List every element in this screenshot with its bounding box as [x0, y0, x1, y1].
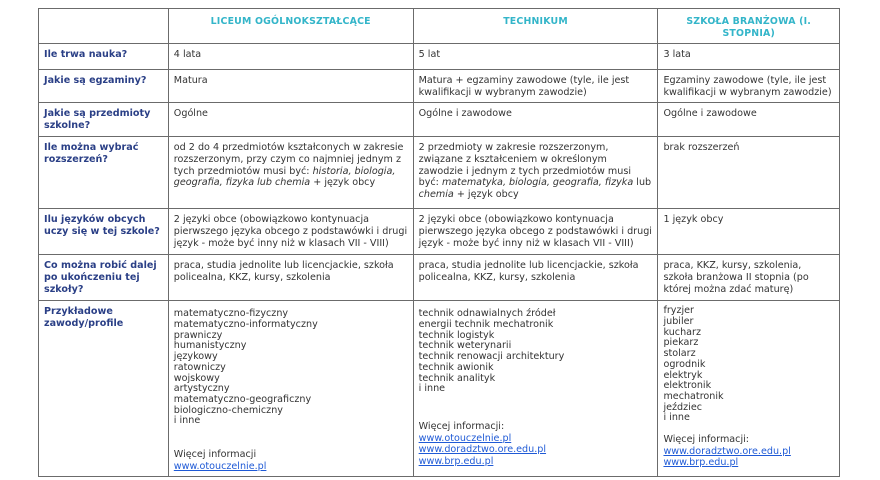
link-doradztwo[interactable]: www.doradztwo.ore.edu.pl	[663, 445, 791, 457]
header-technikum: TECHNIKUM	[413, 9, 658, 44]
cell-branzowa-next: praca, KKZ, kursy, szkolenia, szkoła branżowa II stopnia (po której można zdać maturę)	[658, 255, 840, 301]
list-item: wojskowy	[173, 372, 220, 384]
list-item: elektryk	[663, 369, 703, 381]
list-item: i inne	[663, 412, 690, 424]
list-item: jubiler	[663, 316, 694, 328]
table-row	[39, 44, 840, 70]
link-otouczelnie[interactable]: www.otouczelnie.pl	[173, 460, 267, 472]
list-item: matematyczno-geograficzny	[173, 394, 312, 405]
cell-technikum-professions	[413, 301, 658, 477]
table-row	[39, 137, 840, 209]
header-empty	[39, 9, 169, 44]
liceum-profile-list	[174, 309, 408, 427]
cell-branzowa-languages: 1 język obcy	[658, 209, 840, 255]
cell-liceum-extensions	[168, 137, 413, 209]
list-item: i inne	[173, 415, 201, 427]
list-item: matematyczno-fizyczny	[173, 308, 289, 320]
cell-branzowa-professions	[658, 301, 840, 477]
list-item: fryzjer	[663, 305, 695, 317]
cell-technikum-subjects: Ogólne i zawodowe	[413, 103, 658, 137]
cell-liceum-subjects: Ogólne	[168, 103, 413, 137]
extensions-subjects-italic: matematyka, biologia, geografia, fizyka	[441, 177, 634, 189]
extensions-subjects-italic: historia, biologia, geografia, fizyka lub chemia	[173, 165, 396, 189]
list-item: językowy	[173, 351, 218, 363]
list-item: ogrodnik	[663, 358, 706, 370]
more-info-label: Więcej informacji	[173, 449, 257, 461]
link-brp[interactable]: www.brp.edu.pl	[663, 457, 739, 469]
list-item: ratowniczy	[173, 361, 226, 373]
cell-technikum-next: praca, studia jednolite lub licencjackie, szkoła policealna, KKZ, kursy, szkolenia	[413, 255, 658, 301]
header-row	[39, 9, 840, 44]
technikum-profession-list	[419, 309, 653, 395]
question-subjects: Jakie są przedmioty szkolne?	[39, 103, 169, 137]
table-row	[39, 70, 840, 103]
cell-liceum-duration: 4 lata	[168, 44, 413, 70]
table-row	[39, 103, 840, 137]
extensions-text: od 2 do 4 przedmiotów kształconych w zakresie rozszerzonym, przy czym co najmniej jednym z tych przedmiotów musi być:	[173, 142, 404, 177]
list-item: energii technik mechatronik	[418, 319, 554, 331]
cell-liceum-exams: Matura	[168, 70, 413, 103]
more-info-label: Więcej informacji:	[418, 421, 505, 432]
list-item: technik renowacji architektury	[418, 351, 565, 363]
cell-branzowa-exams: Egzaminy zawodowe (tyle, ile jest kwalifikacji w wybranym zawodzie)	[658, 70, 840, 103]
list-item: elektronik	[663, 380, 712, 392]
cell-technikum-languages: 2 języki obce (obowiązkowo kontynuacja pierwszego języka obcego z podstawówki i drugi język - może być inny niż w klasach VII - VIII)	[413, 209, 658, 255]
cell-liceum-professions	[168, 301, 413, 477]
more-info-label: Więcej informacji:	[663, 434, 750, 446]
question-next: Co można robić dalej po ukończeniu tej szkoły?	[39, 255, 169, 301]
link-brp[interactable]: www.brp.edu.pl	[418, 455, 494, 467]
list-item: humanistyczny	[173, 340, 247, 352]
list-item: artystyczny	[173, 383, 230, 395]
list-item: technik logistyk	[418, 329, 495, 341]
list-item: i inne	[418, 383, 446, 395]
list-item: biologiczno-chemiczny	[173, 404, 283, 416]
extensions-text: + język obcy	[310, 177, 376, 189]
list-item: technik weterynarii	[418, 340, 512, 352]
cell-technikum-extensions	[413, 137, 658, 209]
cell-liceum-next: praca, studia jednolite lub licencjackie, szkoła policealna, KKZ, kursy, szkolenia	[168, 255, 413, 301]
question-extensions: Ile można wybrać rozszerzeń?	[39, 137, 169, 209]
list-item: technik odnawialnych źródeł	[418, 308, 556, 320]
school-comparison-table	[38, 8, 840, 477]
comparison-table-wrapper	[38, 8, 840, 477]
cell-technikum-duration: 5 lat	[413, 44, 658, 70]
list-item: mechatronik	[663, 391, 724, 402]
cell-branzowa-subjects: Ogólne i zawodowe	[658, 103, 840, 137]
question-languages: Ilu języków obcych uczy się w tej szkole?	[39, 209, 169, 255]
list-item: technik analityk	[418, 372, 496, 384]
cell-technikum-exams: Matura + egzaminy zawodowe (tyle, ile jest kwalifikacji w wybranym zawodzie)	[413, 70, 658, 103]
cell-liceum-languages: 2 języki obce (obowiązkowo kontynuacja pierwszego języka obcego z podstawówki i drugi język - może być inny niż w klasach VII - VIII)	[168, 209, 413, 255]
list-item: technik awionik	[418, 361, 494, 373]
header-szkola-branzowa: SZKOŁA BRANŻOWA (I. STOPNIA)	[658, 9, 840, 44]
list-item: prawniczy	[173, 329, 223, 341]
table-row	[39, 209, 840, 255]
table-row	[39, 255, 840, 301]
list-item: stolarz	[663, 348, 696, 360]
extensions-subjects-italic: chemia	[418, 188, 454, 200]
header-liceum: LICEUM OGÓLNOKSZTAŁCĄCE	[168, 9, 413, 44]
branzowa-profession-list	[663, 306, 834, 424]
extensions-text: 2 przedmioty w zakresie rozszerzonym, związane z kształceniem w określonym zawodzie i jednym z tych przedmiotów musi być:	[418, 142, 632, 189]
list-item: jeździec	[663, 401, 703, 413]
list-item: kucharz	[663, 326, 702, 338]
cell-branzowa-extensions: brak rozszerzeń	[658, 137, 840, 209]
list-item: piekarz	[663, 337, 699, 349]
link-otouczelnie[interactable]: www.otouczelnie.pl	[418, 432, 512, 444]
list-item: matematyczno-informatyczny	[173, 319, 318, 331]
table-row	[39, 301, 840, 477]
link-doradztwo[interactable]: www.doradztwo.ore.edu.pl	[418, 444, 547, 456]
question-exams: Jakie są egzaminy?	[39, 70, 169, 103]
extensions-text: lub	[633, 177, 652, 189]
extensions-text: + język obcy	[453, 188, 519, 200]
question-duration: Ile trwa nauka?	[39, 44, 169, 70]
question-professions: Przykładowe zawody/profile	[39, 301, 169, 477]
cell-branzowa-duration: 3 lata	[658, 44, 840, 70]
